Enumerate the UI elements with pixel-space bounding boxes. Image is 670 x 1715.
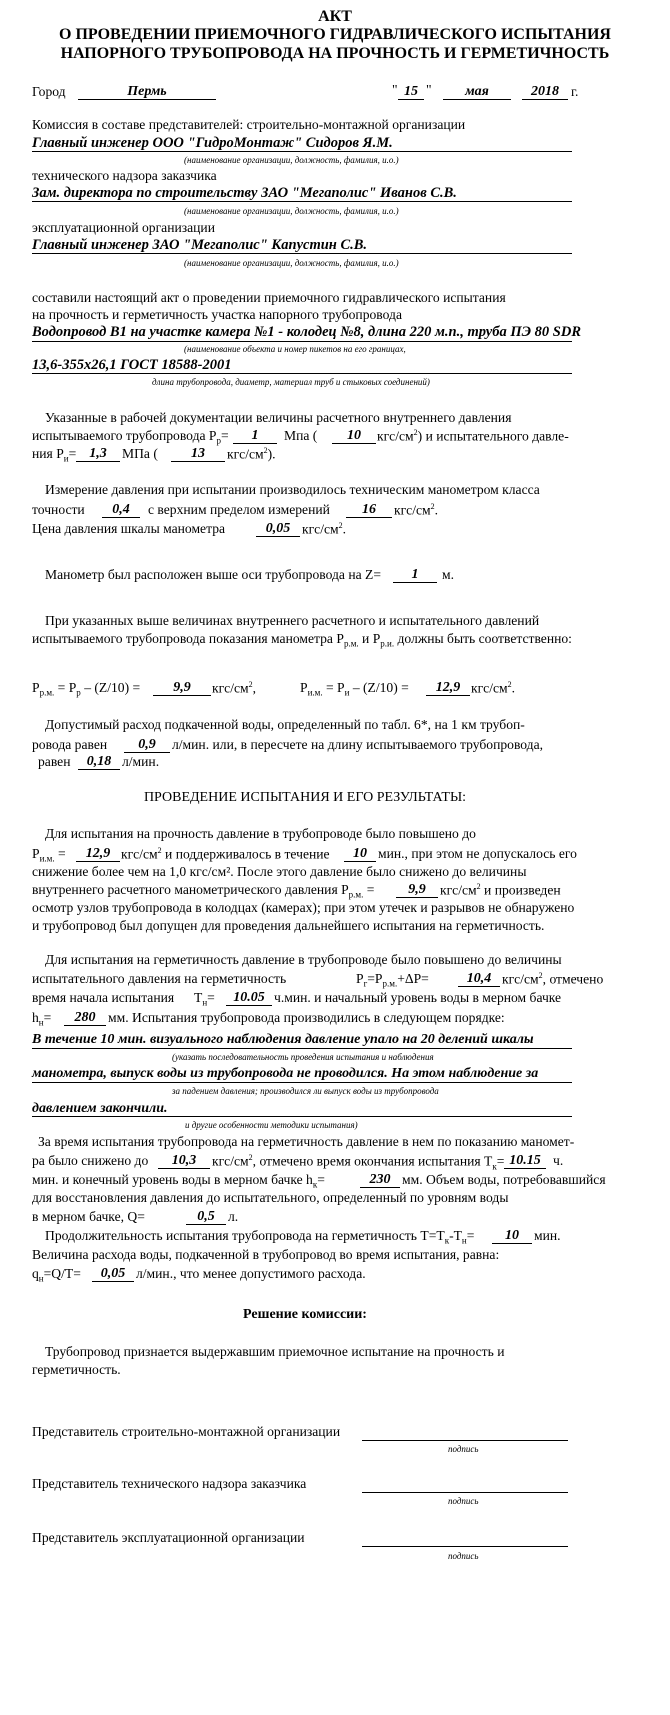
tight-note1: (указать последовательность проведения испытания и наблюдения xyxy=(172,1052,434,1062)
gauge-height-label: Манометр был расположен выше оси трубопровода на Z= xyxy=(45,567,381,582)
gauge-limit: 16 xyxy=(346,502,392,518)
tech-label: технического надзора заказчика xyxy=(32,168,217,183)
tight-line6a: ра было снижено до xyxy=(32,1153,149,1168)
tight-line3a: время начала испытания xyxy=(32,990,175,1005)
tight-line11: Величина расхода воды, подкаченной в трубопровод во время испытания, равна: xyxy=(32,1247,500,1262)
decision-title: Решение комиссии: xyxy=(243,1307,367,1322)
decision-line1: Трубопровод признается выдержавшим приемочное испытание на прочность и xyxy=(45,1344,505,1359)
date-quote-close: " xyxy=(426,82,432,97)
exp-rep: Главный инженер ЗАО "Мегаполис" Капустин С.В. xyxy=(32,237,368,253)
exp-note: (наименование организации, должность, фамилия, и.о.) xyxy=(184,258,399,268)
tight-line2b: $P_г=P_{р.м.}+\Delta P=$ xyxy=(356,971,429,989)
builder-note: (наименование организации, должность, фамилия, и.о.) xyxy=(184,155,399,165)
design-pressure-mpa: 1 xyxy=(233,428,277,444)
strength-line2c: мин., при этом не допускалось его xyxy=(378,846,577,861)
object-line-b xyxy=(32,373,572,374)
strength-line1: Для испытания на прочность давление в трубопроводе было повышено до xyxy=(45,826,476,841)
gauge-limit-label: с верхним пределом измерений xyxy=(148,502,330,517)
tight-line2c: кгс/$см^2$, отмечено xyxy=(502,971,604,987)
tight-start-time: 10.05 xyxy=(226,990,272,1006)
signature-builder-line xyxy=(362,1440,568,1441)
object-line2: на прочность и герметичность участка напорного трубопровода xyxy=(32,307,402,322)
exp-label: эксплуатационной организации xyxy=(32,220,215,235)
tight-line3b: $T_н=$ xyxy=(194,990,215,1008)
strength-line3: снижение более чем на 1,0 кгс/см². После этого давление было снижено до величины xyxy=(32,864,527,879)
date-quote-open: " xyxy=(392,82,398,97)
act-subtitle-line2: НАПОРНОГО ТРУБОПРОВОДА НА ПРОЧНОСТЬ И ГЕРМЕТИЧНОСТЬ xyxy=(60,45,610,62)
signature-exp-line xyxy=(362,1546,568,1547)
strength-pressure: 12,9 xyxy=(76,846,120,862)
tight-note3: и другие особенности методики испытания) xyxy=(185,1120,358,1130)
city-value: Пермь xyxy=(78,84,216,100)
tight-value1: В течение 10 мин. визуального наблюдения давление упало на 20 делений шкалы xyxy=(32,1032,534,1047)
flow-per-length: 0,18 xyxy=(78,754,120,770)
gauge-class: 0,4 xyxy=(102,502,140,518)
flow-line2-label: ровода равен xyxy=(32,737,108,752)
tight-line6c: ч. xyxy=(553,1153,564,1168)
flow-per-km: 0,9 xyxy=(124,737,170,753)
signature-builder-label: Представитель строительно-монтажной организации xyxy=(32,1424,341,1439)
strength-line2b: кгс/$см^2$ и поддерживалось в течение xyxy=(121,846,330,862)
pressure-unit3: МПа ( xyxy=(122,446,158,461)
gauge-limit-unit: кгс/$см^2$. xyxy=(394,502,439,518)
date-month: мая xyxy=(443,84,511,100)
signature-builder-caption: подпись xyxy=(448,1444,479,1454)
section-title: ПРОВЕДЕНИЕ ИСПЫТАНИЯ И ЕГО РЕЗУЛЬТАТЫ: xyxy=(143,790,467,805)
date-day: 15 xyxy=(398,84,424,100)
gauge-division-label: Цена давления шкалы манометра xyxy=(32,521,226,536)
tight-water-volume: 0,5 xyxy=(186,1209,226,1225)
formula-prm: $P_{р.м.} = P_р - (Z/10)$ = xyxy=(32,680,141,698)
strength-time: 10 xyxy=(344,846,376,862)
gauge-height-unit: м. xyxy=(442,567,455,582)
strength-pressure2: 9,9 xyxy=(396,882,438,898)
object-note1: (наименование объекта и номер пикетов на его границах, xyxy=(184,344,406,354)
tight-line7a: мин. и конечный уровень воды в мерном бачке $h_к=$ xyxy=(32,1172,325,1190)
tight-line-c xyxy=(32,1116,572,1117)
act-subtitle-line1: О ПРОВЕДЕНИИ ПРИЕМОЧНОГО ГИДРАВЛИЧЕСКОГО ИСПЫТАНИЯ xyxy=(59,26,611,43)
tight-line12a: $q_н=Q/T=$ xyxy=(32,1266,81,1284)
date-year: 2018 xyxy=(522,84,568,100)
commission-intro: Комиссия в составе представителей: строительно-монтажной организации xyxy=(32,117,466,132)
object-line1: составили настоящий акт о проведении приемочного гидравлического испытания xyxy=(32,290,506,305)
tech-line xyxy=(32,201,572,202)
gauge-line6: испытываемого трубопровода показания манометра $P_{р.м.}$ и $P_{р.и.}$ должны быть соответственно: xyxy=(32,631,572,649)
tech-note: (наименование организации, должность, фамилия, и.о.) xyxy=(184,206,399,216)
pressure-unit1: Мпа ( xyxy=(284,428,318,443)
tight-duration: 10 xyxy=(492,1228,532,1244)
pressure-unit2: кгс/$см^2$) и испытательного давле- xyxy=(377,428,569,444)
object-value2: 13,6-355х26,1 ГОСТ 18588-2001 xyxy=(32,357,232,373)
gauge-height-z: 1 xyxy=(393,567,437,583)
tight-line9b: л. xyxy=(228,1209,239,1224)
tight-note2: за падением давления; производился ли выпуск воды из трубопровода xyxy=(172,1086,439,1096)
tight-line1: Для испытания на герметичность давление в трубопроводе было повышено до величины xyxy=(45,952,562,967)
act-title: АКТ xyxy=(318,8,352,25)
tight-line9a: в мерном бачке, Q= xyxy=(32,1209,145,1224)
signature-tech-line xyxy=(362,1492,568,1493)
tight-line12b: л/мин., что менее допустимого расхода. xyxy=(136,1266,366,1281)
strength-line2a: $P_{и.м.}$ = xyxy=(32,846,66,864)
exp-line xyxy=(32,253,572,254)
gauge-division-unit: кгс/$см^2$. xyxy=(302,521,347,537)
tight-line10a: Продолжительность испытания трубопровода на герметичность $T=T_к-T_н=$ xyxy=(45,1228,475,1246)
gauge-division: 0,05 xyxy=(256,521,300,537)
tight-end-level: 230 xyxy=(360,1172,400,1188)
pressure-line3: ния $P_и=$ xyxy=(32,446,77,464)
tight-line4a: $h_н=$ xyxy=(32,1010,52,1028)
decision-line2: герметичность. xyxy=(32,1362,121,1377)
tight-value3: давлением закончили. xyxy=(32,1101,168,1116)
tight-line8: для восстановления давления до испытательного, определенный по уровням воды xyxy=(32,1190,509,1205)
flow-line2-rest: л/мин. или, в пересчете на длину испытываемого трубопровода, xyxy=(172,737,544,752)
tight-line3c: ч.мин. и начальный уровень воды в мерном бачке xyxy=(274,990,562,1005)
signature-exp-label: Представитель эксплуатационной организации xyxy=(32,1530,305,1545)
signature-tech-label: Представитель технического надзора заказчика xyxy=(32,1476,307,1491)
tight-line7b: мм. Объем воды, потребовавшийся xyxy=(402,1172,606,1187)
tight-pressure: 10,4 xyxy=(458,971,500,987)
strength-line5: осмотр узлов трубопровода в колодцах (камерах); при этом утечек и разрывов не обнаружено xyxy=(32,900,575,915)
tight-line5: За время испытания трубопровода на герметичность давление в нем по показанию маномет- xyxy=(38,1134,575,1149)
tech-rep: Зам. директора по строительству ЗАО "Мегаполис" Иванов С.В. xyxy=(32,185,457,201)
tight-value2: манометра, выпуск воды из трубопровода не проводился. На этом наблюдение за xyxy=(32,1066,539,1081)
gauge-reading-design: 9,9 xyxy=(153,680,211,696)
date-suffix: г. xyxy=(571,84,579,99)
pressure-line2: испытываемого трубопровода $P_р=$ xyxy=(32,428,229,446)
object-line-a xyxy=(32,341,572,342)
flow-line1: Допустимый расход подкаченной воды, определенный по табл. 6*, на 1 км трубоп- xyxy=(45,717,525,732)
object-note2: длина трубопровода, диаметр, материал труб и стыковых соединений) xyxy=(152,377,430,387)
tight-start-level: 280 xyxy=(64,1010,106,1026)
tight-flow-rate: 0,05 xyxy=(92,1266,134,1282)
tight-end-time: 10.15 xyxy=(504,1153,546,1169)
tight-line4b: мм. Испытания трубопровода производились в следующем порядке: xyxy=(108,1010,505,1025)
design-pressure-kgs: 10 xyxy=(332,428,376,444)
pressure-unit4: кгс/$см^2$). xyxy=(227,446,276,462)
strength-line4b: кгс/$см^2$ и произведен xyxy=(440,882,561,898)
flow-line3-unit: л/мин. xyxy=(122,754,160,769)
tight-end-pressure: 10,3 xyxy=(158,1153,210,1169)
test-pressure-kgs: 13 xyxy=(171,446,225,462)
gauge-line1: Измерение давления при испытании производилось техническим манометром класса xyxy=(45,482,540,497)
tight-line-b xyxy=(32,1082,572,1083)
builder-rep: Главный инженер ООО "ГидроМонтаж" Сидоров Я.М. xyxy=(32,135,393,151)
signature-exp-caption: подпись xyxy=(448,1551,479,1561)
formula-pim: $P_{и.м.} = P_и - (Z/10)$ = xyxy=(300,680,409,698)
formula-pim-unit: кгс/$см^2$. xyxy=(471,680,516,696)
tight-line2a: испытательного давления на герметичность xyxy=(32,971,287,986)
object-value1: Водопровод В1 на участке камера №1 - колодец №8, длина 220 м.п., труба ПЭ 80 SDR xyxy=(32,324,582,340)
tight-line6b: кгс/$см^2$, отмечено время окончания испытания $T_к=$ xyxy=(212,1153,505,1172)
gauge-line5: При указанных выше величинах внутреннего расчетного и испытательного давлений xyxy=(45,613,540,628)
strength-line4a: внутреннего расчетного манометрического давления $P_{р.м.}$ = xyxy=(32,882,375,900)
city-label: Город xyxy=(32,84,66,99)
flow-line3-label: равен xyxy=(38,754,71,769)
signature-tech-caption: подпись xyxy=(448,1496,479,1506)
gauge-reading-test: 12,9 xyxy=(426,680,470,696)
pressure-line1: Указанные в рабочей документации величины расчетного внутреннего давления xyxy=(45,410,512,425)
formula-prm-unit: кгс/$см^2$, xyxy=(212,680,257,696)
test-pressure-mpa: 1,3 xyxy=(76,446,120,462)
builder-line xyxy=(32,151,572,152)
tight-line10b: мин. xyxy=(534,1228,561,1243)
tight-line-a xyxy=(32,1048,572,1049)
strength-line6: и трубопровод был допущен для проведения дальнейшего испытания на герметичность. xyxy=(32,918,545,933)
gauge-class-label: точности xyxy=(32,502,85,517)
